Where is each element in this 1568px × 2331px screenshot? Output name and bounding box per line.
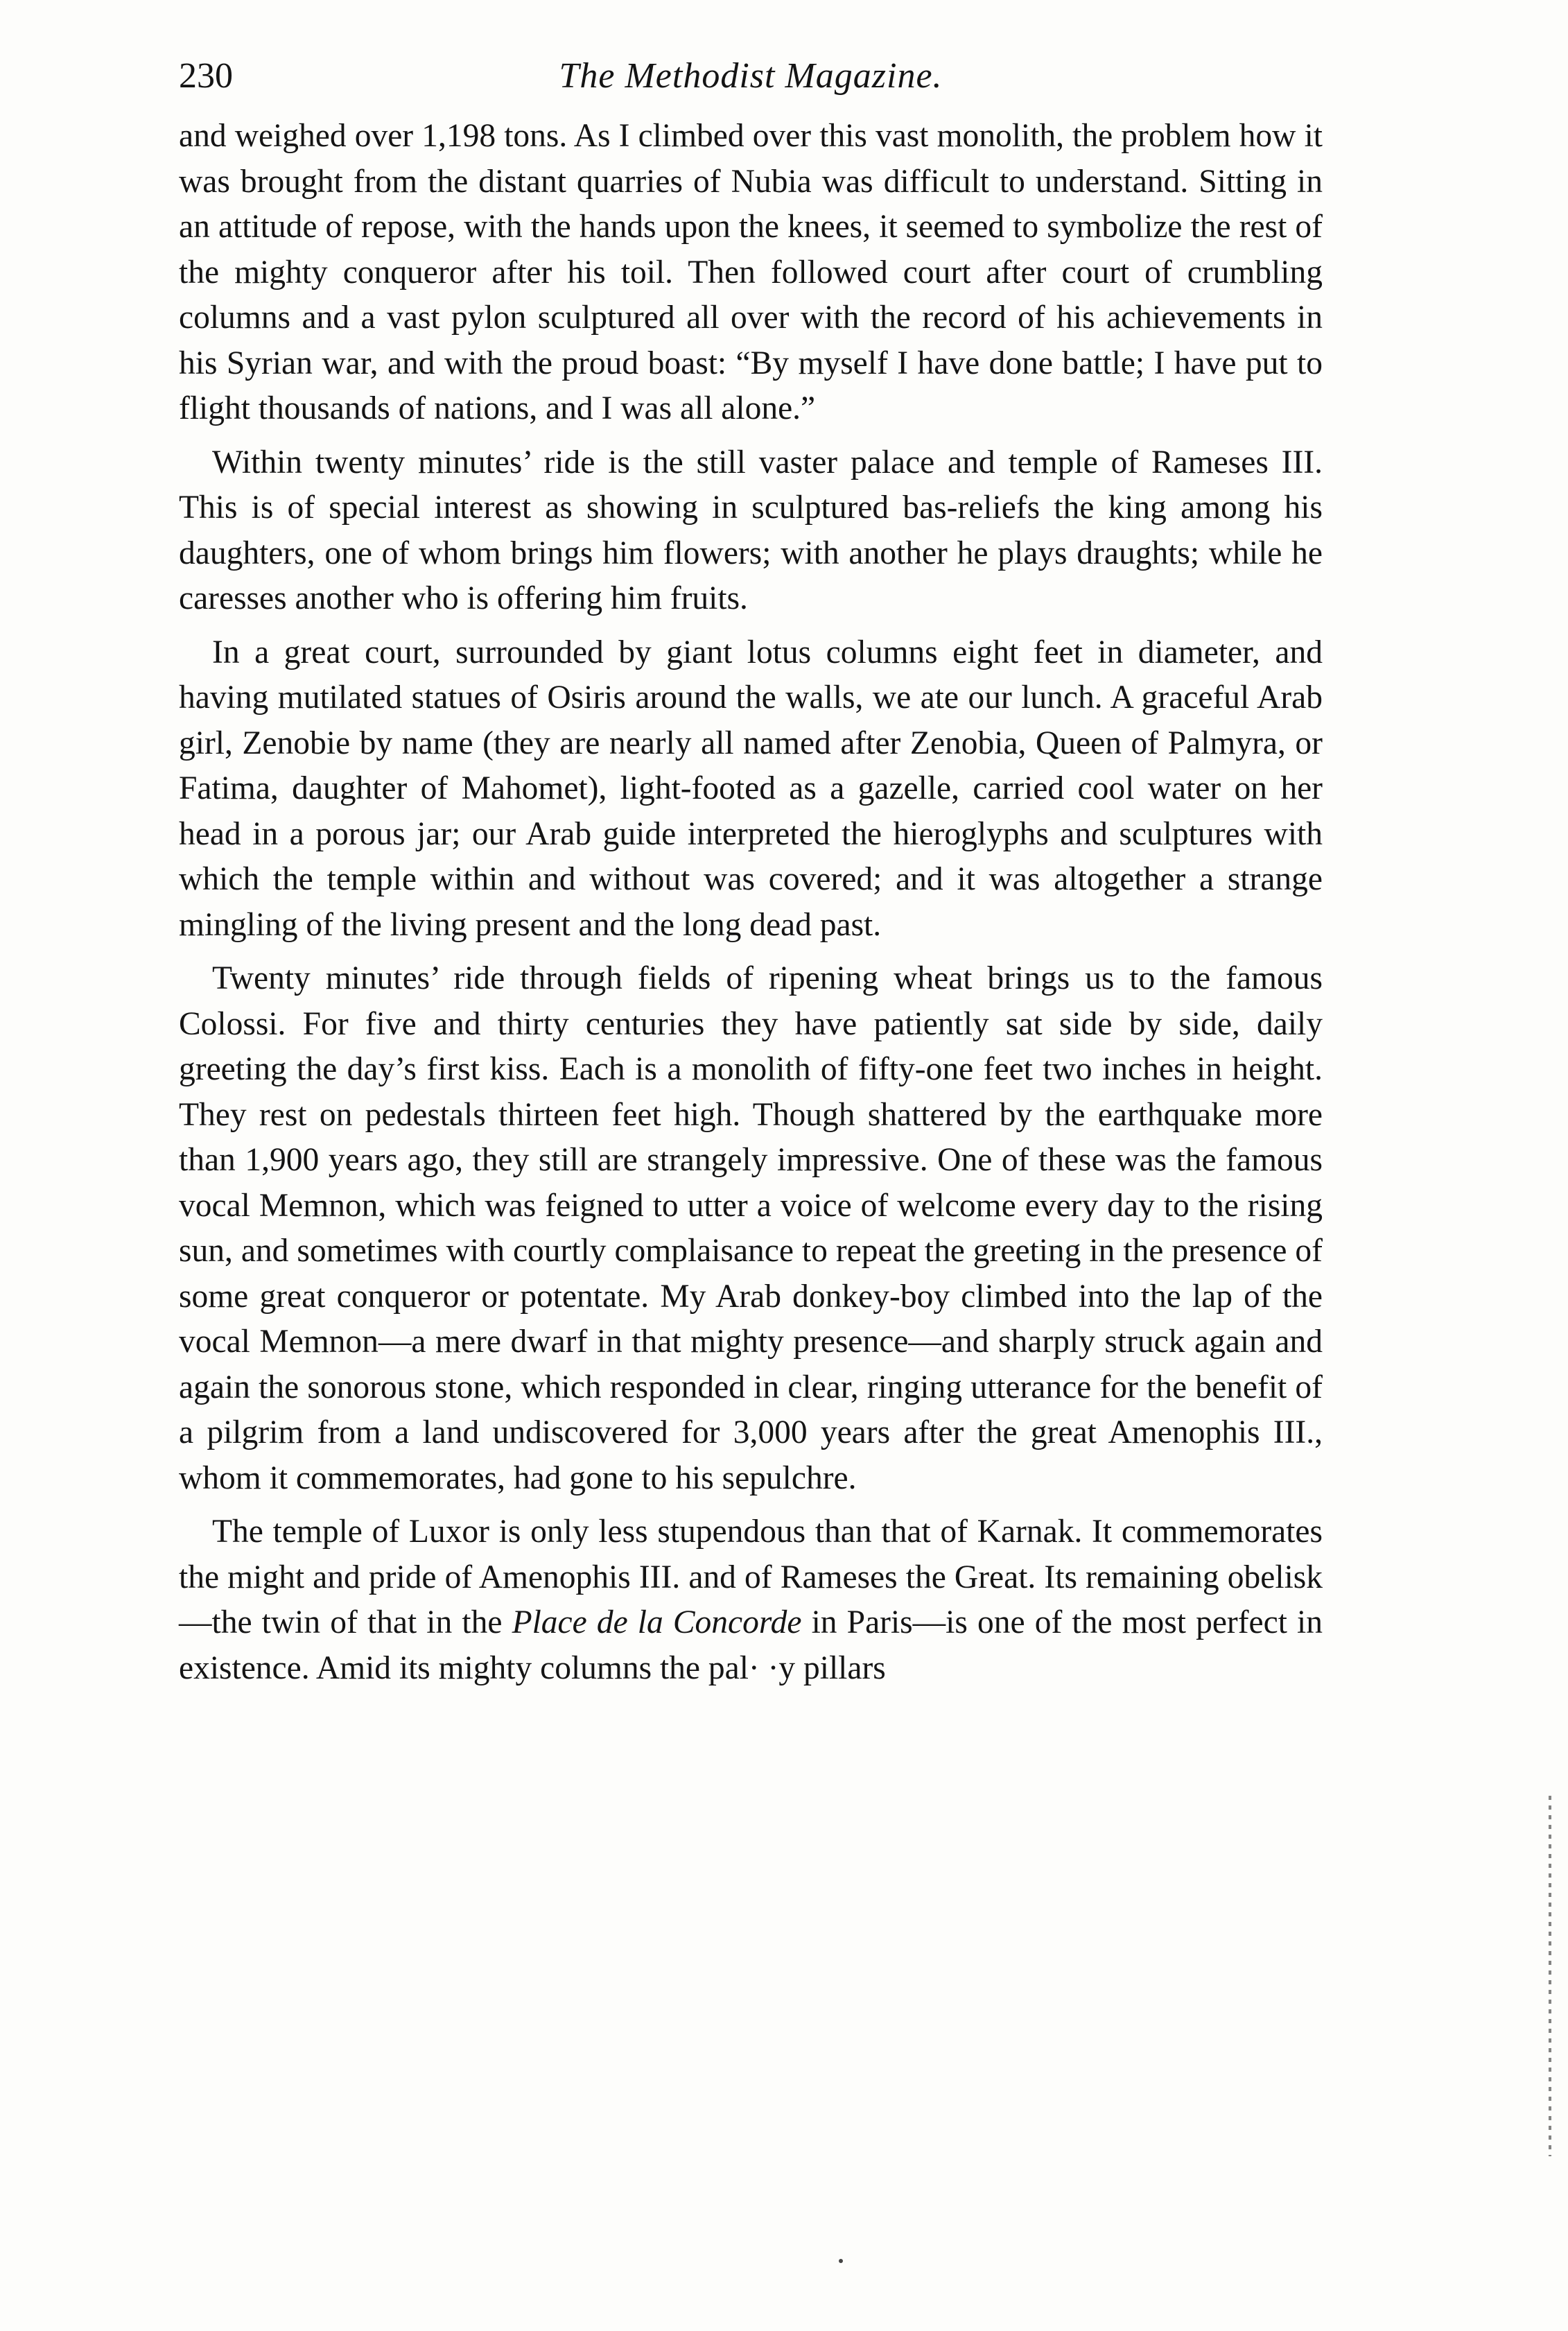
scan-edge-mark — [1549, 1796, 1551, 2156]
running-title: The Methodist Magazine. — [559, 56, 943, 96]
paragraph-4: Twenty minutes’ ride through fields of ripening wheat brings us to the famous Colossi. For five and thirty centuries they have patiently sat side by side, daily greeting the day’s first kiss. Each is a monolith of fifty-one feet two inches in height. They rest on pedestals thirteen feet high. Though shattered by the earthquake more than 1,900 years ago, they still are strangely impressive. One of these was the famous vocal Memnon, which was feigned to utter a voice of welcome every day to the rising sun, and sometimes with courtly complaisance to repeat the greeting in the presence of some great conqueror or potentate. My Arab donkey-boy climbed into the lap of the vocal Memnon—a mere dwarf in that mighty presence—and sharply struck again and again the sonorous stone, which responded in clear, ringing utterance for the benefit of a pilgrim from a land undiscovered for 3,000 years after the great Amenophis III., whom it commemorates, had gone to his sepulchre. — [179, 960, 1323, 1496]
page-header — [179, 43, 1323, 110]
paragraph-3: In a great court, surrounded by giant lotus columns eight feet in diameter, and having mutilated statues of Osiris around the walls, we ate our lunch. A graceful Arab girl, Zenobie by name (they are nearly all named after Zenobia, Queen of Palmyra, or Fatima, daughter of Mahomet), light-footed as a gazelle, carried cool water on her head in a porous jar; our Arab guide interpreted the hieroglyphs and sculptures with which the temple within and without was covered; and it was altogether a strange mingling of the living present and the long dead past. — [179, 634, 1323, 943]
paragraph-1: and weighed over 1,198 tons. As I climbed over this vast monolith, the problem how it was brought from the distant quarries of Nubia was difficult to understand. Sitting in an attitude of repose, with the hands upon the knees, it seemed to symbolize the rest of the mighty conqueror after his toil. Then followed court after court of crumbling columns and a vast pylon sculptured all over with the record of his achievements in his Syrian war, and with the proud boast: “By myself I have done battle; I have put to flight thousands of nations, and I was all alone.” — [179, 118, 1323, 426]
page — [179, 43, 1323, 1691]
paragraph-5-text-after: in Paris—is one of the most perfect in existence. Amid its mighty columns the pal· ·y pillars — [179, 1604, 1323, 1686]
page-number: 230 — [179, 56, 233, 96]
paragraph-5-text-before: The temple of Luxor is only less stupendous than that of Karnak. It commemorates the might and pride of Amenophis III. and of Rameses the Great. Its remaining obelisk—the twin of that in the — [179, 1514, 1323, 1640]
scan-speck — [839, 2259, 843, 2263]
paragraph-5 — [179, 1509, 1323, 1691]
paragraph-5-italic-phrase: Place de la Concorde — [512, 1604, 802, 1640]
article-body — [179, 114, 1323, 1691]
paragraph-2: Within twenty minutes’ ride is the still vaster palace and temple of Rameses III. This is of special interest as showing in sculptured bas-reliefs the king among his daughters, one of whom brings him flowers; with another he plays draughts; while he caresses another who is offering him fruits. — [179, 444, 1323, 616]
